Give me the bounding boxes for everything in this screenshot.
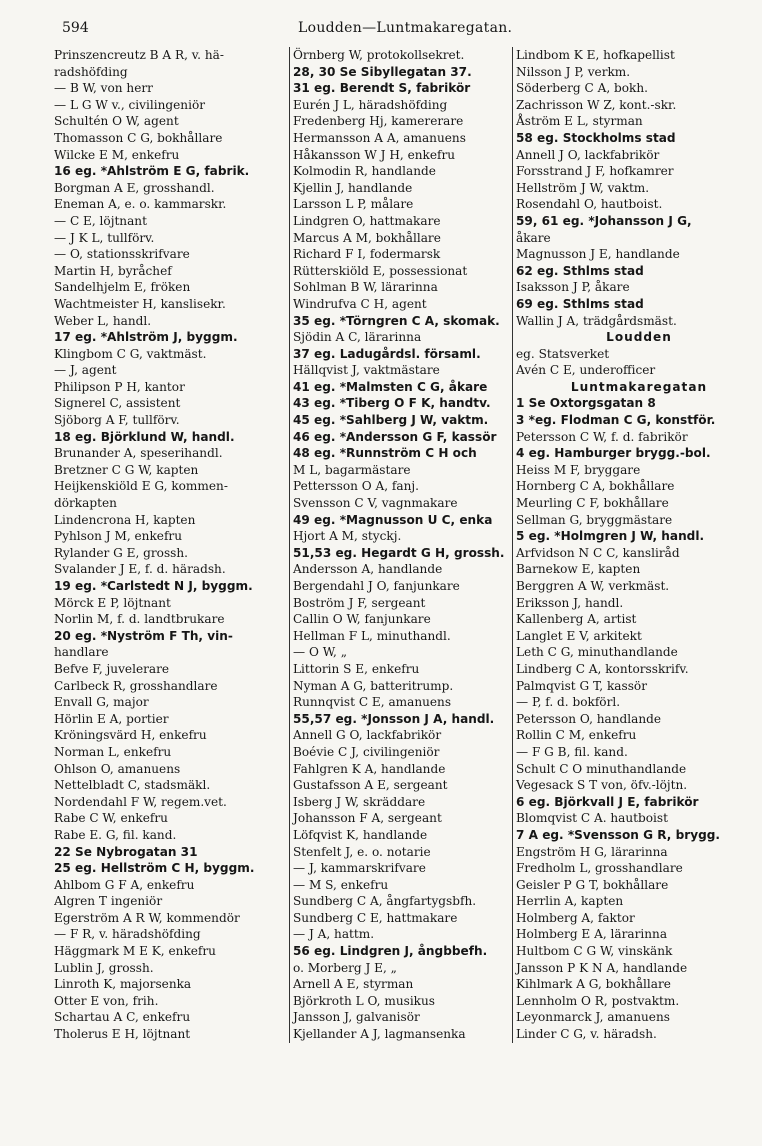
directory-entry: Nordendahl F W, regem.vet. [54, 794, 227, 809]
directory-entry: Fahlgren K A, handlande [293, 761, 446, 776]
directory-entry: Otter E von, frih. [54, 993, 159, 1008]
directory-entry: — J K L, tullförv. [54, 230, 155, 245]
directory-entry: Andersson A, handlande [293, 562, 443, 577]
street-heading: Loudden [606, 330, 672, 345]
directory-entry: Svalander J E, f. d. häradsh. [54, 562, 226, 577]
directory-entry: Boévie C J, civilingeniör [293, 744, 440, 759]
directory-entry: 46 eg. *Andersson G F, kassör [293, 429, 497, 444]
directory-entry: Schartau A C, enkefru [54, 1010, 191, 1025]
directory-entry: Sjödin A C, lärarinna [293, 330, 422, 345]
directory-entry: Schult C O minuthandlande [516, 761, 687, 776]
directory-entry: Forsstrand J F, hofkamrer [516, 164, 674, 179]
directory-entry: Wachtmeister H, kanslisekr. [54, 296, 226, 311]
directory-entry: eg. Statsverket [516, 346, 610, 361]
directory-entry: Häggmark M E K, enkefru [54, 944, 216, 959]
directory-entry: åkare [516, 230, 551, 245]
directory-column-3 [512, 47, 762, 1043]
directory-entry: Sundberg C A, ångfartygsbfh. [293, 894, 477, 909]
directory-entry: Fredholm L, grosshandlare [516, 861, 683, 876]
directory-entry: Håkansson W J H, enkefru [293, 147, 456, 162]
directory-entry: 48 eg. *Runnström C H och [293, 446, 477, 461]
directory-entry: 35 eg. *Törngren C A, skomak. [293, 313, 500, 328]
directory-entry: 37 eg. Ladugårdsl. församl. [293, 346, 481, 361]
directory-entry: Lindbom K E, hofkapellist [516, 48, 675, 62]
directory-entry: Arfvidson N C C, kansliråd [516, 545, 680, 560]
directory-entry: Åström E L, styrman [516, 114, 643, 129]
directory-entry: 45 eg. *Sahlberg J W, vaktm. [293, 413, 489, 428]
directory-entry: 6 eg. Björkvall J E, fabrikör [516, 794, 699, 809]
directory-entry: Herrlin A, kapten [516, 894, 624, 909]
directory-entry: Jansson J, galvanisör [293, 1010, 420, 1025]
directory-entry: Svensson C V, vagnmakare [293, 496, 458, 511]
street-heading: Luntmakaregatan [570, 379, 708, 394]
directory-entry: Kihlmark A G, bokhållare [516, 977, 671, 992]
directory-entry: Isberg J W, skräddare [293, 794, 426, 809]
directory-entry: Holmberg E A, lärarinna [516, 927, 668, 942]
directory-entry: Hjort A M, styckj. [293, 529, 402, 544]
directory-entry: Annell J O, lackfabrikör [516, 147, 660, 162]
directory-entry: Rollin C M, enkefru [516, 728, 637, 743]
directory-entry: 28, 30 Se Sibyllegatan 37. [293, 64, 472, 79]
directory-entry: Nyman A G, batteritrump. [293, 678, 454, 693]
directory-entry: Sjöborg A F, tullförv. [54, 413, 180, 428]
directory-entry: Lublin J, grossh. [54, 960, 154, 975]
directory-entry: radshöfding [54, 64, 128, 79]
directory-entry: 56 eg. Lindgren J, ångbbefh. [293, 944, 488, 959]
directory-entry: Hällqvist J, vaktmästare [293, 363, 440, 378]
directory-entry: 43 eg. *Tiberg O F K, handtv. [293, 396, 491, 411]
directory-entry: Isaksson J P, åkare [516, 280, 630, 295]
directory-entry: Kjellin J, handlande [293, 180, 413, 195]
directory-entry: M L, bagarmästare [293, 462, 411, 477]
directory-entry: Stenfelt J, e. o. notarie [293, 844, 431, 859]
directory-entry: Schultén O W, agent [54, 114, 179, 129]
directory-entry: Zachrisson W Z, kont.-skr. [516, 97, 677, 112]
directory-entry: 7 A eg. *Svensson G R, brygg. [516, 827, 721, 842]
directory-entry: Martin H, byråchef [54, 263, 172, 278]
directory-entry: Vegesack S T von, öfv.-löjtn. [516, 778, 688, 793]
directory-entry: Prinszencreutz B A R, v. hä- [54, 48, 224, 62]
directory-entry: Runnqvist C E, amanuens [293, 695, 452, 710]
directory-entry: Norlin M, f. d. landtbrukare [54, 612, 225, 627]
directory-entry: Sandelhjelm E, fröken [54, 280, 191, 295]
directory-entry: Magnusson J E, handlande [516, 247, 680, 262]
directory-entry: Pyhlson J M, enkefru [54, 529, 182, 544]
directory-entry: Brunander A, speserihandl. [54, 446, 223, 461]
directory-entry: 51,53 eg. Hegardt G H, grossh. [293, 545, 505, 560]
directory-entry: 4 eg. Hamburger brygg.-bol. [516, 446, 711, 461]
directory-entry: Annell G O, lackfabrikör [293, 728, 442, 743]
directory-entry: Björkroth L O, musikus [293, 993, 436, 1008]
directory-entry: Wallin J A, trädgårdsmäst. [516, 313, 677, 328]
directory-entry: Geisler P G T, bokhållare [516, 877, 669, 892]
directory-entry: Befve F, juvelerare [54, 661, 170, 676]
directory-entry: 69 eg. Sthlms stad [516, 296, 644, 311]
directory-entry: Söderberg C A, bokh. [516, 81, 649, 96]
directory-entry: Ahlbom G F A, enkefru [54, 877, 195, 892]
directory-entry: — J A, hattm. [293, 927, 375, 942]
directory-entry: — F G B, fil. kand. [516, 744, 628, 759]
directory-entry: Palmqvist G T, kassör [516, 678, 647, 693]
directory-entry: handlare [54, 645, 109, 660]
directory-entry: Heijkenskiöld E G, kommen- [54, 479, 228, 494]
directory-entry: 18 eg. Björklund W, handl. [54, 429, 235, 444]
directory-entry: dörkapten [54, 496, 117, 511]
directory-entry: Lindencrona H, kapten [54, 512, 196, 527]
directory-entry: Bretzner C G W, kapten [54, 462, 199, 477]
directory-entry: Wilcke E M, enkefru [54, 147, 180, 162]
directory-entry: 20 eg. *Nyström F Th, vin- [54, 628, 233, 643]
directory-entry: — C E, löjtnant [54, 213, 147, 228]
directory-entry: Lindberg C A, kontorsskrifv. [516, 661, 689, 676]
directory-entry: Kallenberg A, artist [516, 612, 637, 627]
directory-entry: Linroth K, majorsenka [54, 977, 192, 992]
directory-entry: Jansson P K N A, handlande [516, 960, 688, 975]
directory-entry: Löfqvist K, handlande [293, 827, 428, 842]
directory-entry: Hörlin E A, portier [54, 711, 169, 726]
directory-entry: Langlet E V, arkitekt [516, 628, 642, 643]
directory-entry: Arnell A E, styrman [293, 977, 414, 992]
directory-entry: Holmberg A, faktor [516, 910, 635, 925]
directory-entry: Leth C G, minuthandlande [516, 645, 678, 660]
directory-entry: Marcus A M, bokhållare [293, 230, 441, 245]
directory-column-2 [289, 47, 511, 1043]
directory-entry: Sundberg C E, hattmakare [293, 910, 458, 925]
directory-entry: 58 eg. Stockholms stad [516, 130, 676, 145]
directory-entry: Meurling C F, bokhållare [516, 496, 669, 511]
directory-entry: Gustafsson A E, sergeant [293, 778, 448, 793]
directory-entry: Klingbom C G, vaktmäst. [54, 346, 207, 361]
directory-entry: Linder C G, v. häradsh. [516, 1027, 657, 1042]
directory-entry: 59, 61 eg. *Johansson J G, [516, 213, 692, 228]
directory-entry: Rabe E. G, fil. kand. [54, 827, 177, 842]
directory-entry: Algren T ingeniör [54, 894, 163, 909]
directory-entry: Callin O W, fanjunkare [293, 612, 431, 627]
directory-entry: Nettelbladt C, stadsmäkl. [54, 778, 211, 793]
directory-entry: 3 *eg. Flodman C G, konstför. [516, 413, 716, 428]
directory-entry: Örnberg W, protokollsekret. [293, 48, 465, 62]
directory-entry: Engström H G, lärarinna [516, 844, 668, 859]
directory-entry: Sellman G, bryggmästare [516, 512, 673, 527]
directory-entry: Bergendahl J O, fanjunkare [293, 579, 460, 593]
directory-entry: 25 eg. Hellström C H, byggm. [54, 861, 255, 876]
directory-entry: — L G W v., civilingeniör [54, 97, 206, 112]
directory-entry: Kolmodin R, handlande [293, 164, 436, 179]
directory-entry: Larsson L P, målare [293, 197, 414, 212]
directory-entry: — P, f. d. bokförl. [516, 695, 621, 710]
directory-entry: 31 eg. Berendt S, fabrikör [293, 81, 471, 96]
directory-entry: 17 eg. *Ahlström J, byggm. [54, 330, 238, 345]
directory-entry: Heiss M F, bryggare [516, 462, 641, 477]
directory-entry: 41 eg. *Malmsten C G, åkare [293, 379, 488, 394]
directory-entry: Eriksson J, handl. [516, 595, 624, 610]
directory-column-1 [54, 47, 286, 1043]
directory-entry: 22 Se Nybrogatan 31 [54, 844, 198, 859]
directory-entry: 19 eg. *Carlstedt N J, byggm. [54, 579, 253, 593]
directory-entry: Borgman A E, grosshandl. [54, 180, 215, 195]
directory-entry: Rosendahl O, hautboist. [516, 197, 663, 212]
directory-entry: — O W, „ [293, 645, 347, 660]
directory-entry: Norman L, enkefru [54, 744, 172, 759]
directory-entry: Barnekow E, kapten [516, 562, 641, 577]
directory-entry: Sohlman B W, lärarinna [293, 280, 438, 295]
directory-entry: Leyonmarck J, amanuens [516, 1010, 670, 1025]
directory-entry: Mörck E P, löjtnant [54, 595, 171, 610]
directory-entry: Rylander G E, grossh. [54, 545, 188, 560]
directory-entry: Kröningsvärd H, enkefru [54, 728, 207, 743]
directory-entry: Petersson C W, f. d. fabrikör [516, 429, 688, 444]
directory-entry: Richard F I, fodermarsk [293, 247, 441, 262]
directory-entry: Windrufva C H, agent [293, 296, 427, 311]
directory-entry: Eurén J L, häradshöfding [293, 97, 448, 112]
directory-entry: — F R, v. häradshöfding [54, 927, 201, 942]
directory-entry: Thomasson C G, bokhållare [54, 130, 223, 145]
directory-entry: Hultbom C G W, vinskänk [516, 944, 673, 959]
directory-entry: Littorin S E, enkefru [293, 661, 420, 676]
directory-entry: Pettersson O A, fanj. [293, 479, 419, 494]
directory-entry: Rütterskiöld E, possessionat [293, 263, 468, 278]
directory-entry: Nilsson J P, verkm. [516, 64, 631, 79]
directory-entry: Boström J F, sergeant [293, 595, 426, 610]
directory-entry: Envall G, major [54, 695, 149, 710]
directory-entry: Hornberg C A, bokhållare [516, 479, 675, 494]
directory-entry: — J, agent [54, 363, 117, 378]
directory-entry: Johansson F A, sergeant [293, 811, 442, 826]
directory-entry: Lindgren O, hattmakare [293, 213, 441, 228]
directory-entry: — J, kammarskrifvare [293, 861, 426, 876]
directory-entry: Kjellander A J, lagmansenka [293, 1027, 466, 1042]
directory-entry: 62 eg. Sthlms stad [516, 263, 644, 278]
directory-entry: Avén C E, underofficer [516, 363, 656, 378]
directory-entry: Petersson O, handlande [516, 711, 662, 726]
page-number: 594 [62, 20, 89, 36]
directory-entry: Hellström J W, vaktm. [516, 180, 650, 195]
directory-entry: — M S, enkefru [293, 877, 389, 892]
directory-entry: Blomqvist C A. hautboist [516, 811, 668, 826]
directory-entry: Signerel C, assistent [54, 396, 181, 411]
directory-entry: Carlbeck R, grosshandlare [54, 678, 218, 693]
directory-entry: Egerström A R W, kommendör [54, 910, 240, 925]
directory-entry: Hellman F L, minuthandl. [293, 628, 451, 643]
directory-entry: Ohlson O, amanuens [54, 761, 181, 776]
directory-entry: Lennholm O R, postvaktm. [516, 993, 680, 1008]
directory-entry: 5 eg. *Holmgren J W, handl. [516, 529, 705, 544]
directory-entry: Hermansson A A, amanuens [293, 130, 466, 145]
running-title: Loudden—Luntmakaregatan. [298, 20, 513, 36]
directory-entry: — B W, von herr [54, 81, 153, 96]
directory-entry: Berggren A W, verkmäst. [516, 579, 670, 593]
directory-entry: 1 Se Oxtorgsgatan 8 [516, 396, 656, 411]
directory-entry: Fredenberg Hj, kamererare [293, 114, 464, 129]
page-header [58, 20, 758, 44]
directory-entry: o. Morberg J E, „ [293, 960, 397, 975]
directory-entry: Tholerus E H, löjtnant [54, 1027, 191, 1042]
directory-entry: — O, stationsskrifvare [54, 247, 190, 262]
directory-entry: Philipson P H, kantor [54, 379, 185, 394]
directory-entry: Rabe C W, enkefru [54, 811, 168, 826]
directory-entry: 16 eg. *Ahlström E G, fabrik. [54, 164, 250, 179]
directory-entry: 49 eg. *Magnusson U C, enka [293, 512, 493, 527]
directory-entry: Weber L, handl. [54, 313, 152, 328]
directory-entry: Eneman A, e. o. kammarskr. [54, 197, 227, 212]
directory-entry: 55,57 eg. *Jonsson J A, handl. [293, 711, 495, 726]
